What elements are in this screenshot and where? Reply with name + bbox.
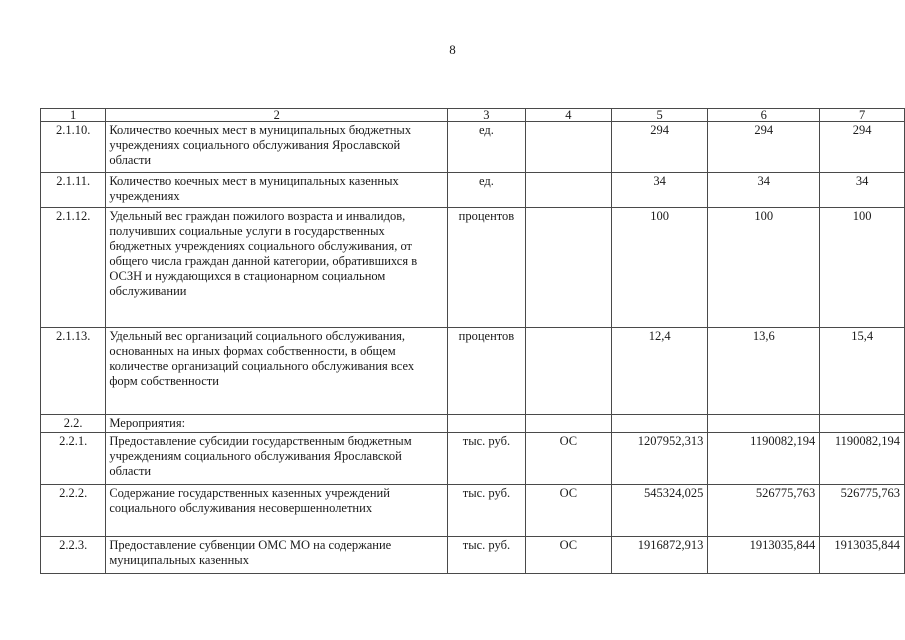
value-col7: 294: [820, 122, 905, 173]
row-number: 2.2.: [41, 415, 106, 433]
value-col7: 1190082,194: [820, 433, 905, 485]
row-number: 2.1.13.: [41, 328, 106, 415]
value-col7: 1913035,844: [820, 537, 905, 574]
indicator-name: Содержание государственных казенных учреждений социального обслуживания несовершеннолетних: [106, 485, 448, 537]
row-number: 2.1.10.: [41, 122, 106, 173]
table-row: [41, 208, 905, 328]
unit-cell: процентов: [448, 328, 526, 415]
value-col5: 100: [611, 208, 707, 328]
table-row: [41, 122, 905, 173]
column-header: 7: [820, 109, 905, 122]
unit-cell: процентов: [448, 208, 526, 328]
source-cell: [525, 208, 611, 328]
table-row: [41, 537, 905, 574]
value-col7: 15,4: [820, 328, 905, 415]
value-col6: 1190082,194: [708, 433, 820, 485]
value-col5: 1916872,913: [611, 537, 707, 574]
value-col6: 526775,763: [708, 485, 820, 537]
source-cell: [525, 122, 611, 173]
indicator-name: Количество коечных мест в муниципальных казенных учреждениях: [106, 173, 448, 208]
indicator-name: Предоставление субсидии государственным бюджетным учреждениям социального обслуживания Ярославской области: [106, 433, 448, 485]
column-header: 4: [525, 109, 611, 122]
value-col6: 34: [708, 173, 820, 208]
value-col6: 294: [708, 122, 820, 173]
page-number: 8: [449, 42, 456, 57]
row-number: 2.2.1.: [41, 433, 106, 485]
row-number: 2.1.11.: [41, 173, 106, 208]
value-col6: [708, 415, 820, 433]
value-col5: 12,4: [611, 328, 707, 415]
table-row: [41, 328, 905, 415]
source-cell: [525, 173, 611, 208]
column-header: 6: [708, 109, 820, 122]
source-cell: [525, 415, 611, 433]
column-header: 3: [448, 109, 526, 122]
section-title: Мероприятия:: [106, 415, 448, 433]
column-header: 1: [41, 109, 106, 122]
indicators-table: [40, 108, 905, 574]
value-col5: 294: [611, 122, 707, 173]
column-header: 2: [106, 109, 448, 122]
value-col5: 34: [611, 173, 707, 208]
value-col5: 1207952,313: [611, 433, 707, 485]
value-col5: 545324,025: [611, 485, 707, 537]
unit-cell: [448, 415, 526, 433]
source-cell: ОС: [525, 537, 611, 574]
source-cell: [525, 328, 611, 415]
table-row: [41, 485, 905, 537]
table-header-row: [41, 109, 905, 122]
value-col6: 100: [708, 208, 820, 328]
source-cell: ОС: [525, 433, 611, 485]
table-row: [41, 173, 905, 208]
unit-cell: ед.: [448, 122, 526, 173]
row-number: 2.2.2.: [41, 485, 106, 537]
row-number: 2.1.12.: [41, 208, 106, 328]
indicator-name: Предоставление субвенции ОМС МО на содержание муниципальных казенных: [106, 537, 448, 574]
value-col6: 13,6: [708, 328, 820, 415]
indicator-name: Удельный вес организаций социального обслуживания, основанных на иных формах собственности, в общем количестве организаций социального обслуживания всех форм собственности: [106, 328, 448, 415]
value-col7: 526775,763: [820, 485, 905, 537]
unit-cell: тыс. руб.: [448, 433, 526, 485]
unit-cell: тыс. руб.: [448, 485, 526, 537]
value-col5: [611, 415, 707, 433]
table-row: [41, 433, 905, 485]
value-col7: 34: [820, 173, 905, 208]
source-cell: ОС: [525, 485, 611, 537]
unit-cell: тыс. руб.: [448, 537, 526, 574]
row-number: 2.2.3.: [41, 537, 106, 574]
table-row: [41, 415, 905, 433]
value-col6: 1913035,844: [708, 537, 820, 574]
value-col7: [820, 415, 905, 433]
indicator-name: Количество коечных мест в муниципальных бюджетных учреждениях социального обслуживания Ярославской области: [106, 122, 448, 173]
indicator-name: Удельный вес граждан пожилого возраста и инвалидов, получивших социальные услуги в государственных бюджетных учреждениях социального обслуживания, от общего числа граждан данной категории, обратившихся в ОСЗН и нуждающихся в стационарном социальном обслуживании: [106, 208, 448, 328]
unit-cell: ед.: [448, 173, 526, 208]
column-header: 5: [611, 109, 707, 122]
value-col7: 100: [820, 208, 905, 328]
